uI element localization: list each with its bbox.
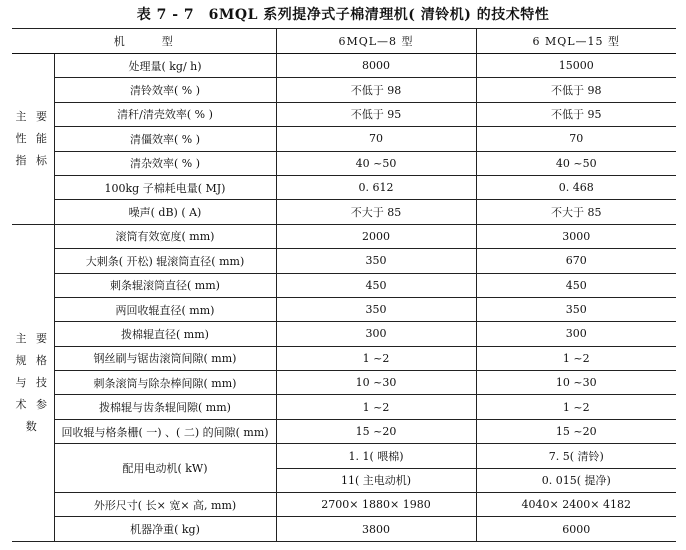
row-value-15: 40 ~50	[476, 151, 676, 175]
row-value-8: 11( 主电动机)	[276, 468, 476, 492]
row-name: 清僵效率( % )	[54, 127, 276, 151]
table-row	[12, 371, 676, 395]
row-value-15: 0. 468	[476, 175, 676, 199]
row-value-8: 40 ~50	[276, 151, 476, 175]
row-name: 清秆/清壳效率( % )	[54, 102, 276, 126]
row-value-8: 不低于 98	[276, 78, 476, 102]
row-name: 两回收辊直径( mm)	[54, 297, 276, 321]
table-row	[12, 54, 676, 78]
row-name: 刺条滚筒与除杂棒间隙( mm)	[54, 371, 276, 395]
row-value-8: 70	[276, 127, 476, 151]
row-name: 滚筒有效宽度( mm)	[54, 224, 276, 248]
spec-table	[12, 28, 676, 542]
header-row	[12, 29, 676, 54]
table-row	[12, 346, 676, 370]
row-value-15: 300	[476, 322, 676, 346]
row-value-15: 1 ~2	[476, 346, 676, 370]
row-value-8: 0. 612	[276, 175, 476, 199]
row-value-8: 450	[276, 273, 476, 297]
row-value-8: 350	[276, 249, 476, 273]
row-value-15: 不大于 85	[476, 200, 676, 224]
row-name: 清杂效率( % )	[54, 151, 276, 175]
row-value-15: 1 ~2	[476, 395, 676, 419]
row-name: 刺条辊滚筒直径( mm)	[54, 273, 276, 297]
row-value-8: 15 ~20	[276, 419, 476, 443]
table-row	[12, 102, 676, 126]
row-value-15: 15 ~20	[476, 419, 676, 443]
row-value-8: 8000	[276, 54, 476, 78]
row-name: 钢丝刷与锯齿滚筒间隙( mm)	[54, 346, 276, 370]
row-value-8: 不低于 95	[276, 102, 476, 126]
table-row	[12, 297, 676, 321]
table-row	[12, 419, 676, 443]
row-value-8: 1 ~2	[276, 346, 476, 370]
group-label-specifications: 主 要 规 格 与 技 术 参 数	[12, 224, 54, 541]
row-value-8: 2000	[276, 224, 476, 248]
row-value-15: 不低于 95	[476, 102, 676, 126]
row-name: 噪声( dB) ( A)	[54, 200, 276, 224]
header-model-15: 6 MQL—15 型	[476, 29, 676, 54]
table-row	[12, 444, 676, 468]
table-row	[12, 151, 676, 175]
table-title: 表 7 - 7 6MQL 系列提净式子棉清理机( 清铃机) 的技术特性	[136, 7, 550, 23]
row-value-8: 1 ~2	[276, 395, 476, 419]
row-value-8: 300	[276, 322, 476, 346]
row-value-8: 350	[276, 297, 476, 321]
row-value-15: 0. 015( 提净)	[476, 468, 676, 492]
row-value-15: 不低于 98	[476, 78, 676, 102]
row-name: 清铃效率( % )	[54, 78, 276, 102]
row-value-15: 6000	[476, 517, 676, 541]
row-value-15: 450	[476, 273, 676, 297]
row-name: 100kg 子棉耗电量( MJ)	[54, 175, 276, 199]
row-value-15: 10 ~30	[476, 371, 676, 395]
row-name: 回收辊与格条栅( 一) 、( 二) 的间隙( mm)	[54, 419, 276, 443]
row-value-8: 10 ~30	[276, 371, 476, 395]
table-row	[12, 175, 676, 199]
table-row	[12, 200, 676, 224]
row-name: 大刺条( 开松) 辊滚筒直径( mm)	[54, 249, 276, 273]
table-row	[12, 224, 676, 248]
table-row	[12, 493, 676, 517]
table-row	[12, 322, 676, 346]
row-value-8: 1. 1( 喂棉)	[276, 444, 476, 468]
row-value-15: 70	[476, 127, 676, 151]
row-value-15: 350	[476, 297, 676, 321]
row-value-15: 7. 5( 清铃)	[476, 444, 676, 468]
row-value-15: 4040× 2400× 4182	[476, 493, 676, 517]
row-name: 机器净重( kg)	[54, 517, 276, 541]
row-value-8: 2700× 1880× 1980	[276, 493, 476, 517]
row-value-8: 3800	[276, 517, 476, 541]
table-row	[12, 395, 676, 419]
row-name: 拨棉辊直径( mm)	[54, 322, 276, 346]
row-value-15: 15000	[476, 54, 676, 78]
row-value-15: 3000	[476, 224, 676, 248]
header-model-8: 6MQL—8 型	[276, 29, 476, 54]
header-machine-type: 机 型	[12, 29, 276, 54]
group-label-performance: 主 要 性 能 指 标	[12, 54, 54, 225]
table-row	[12, 127, 676, 151]
row-value-15: 670	[476, 249, 676, 273]
table-row	[12, 249, 676, 273]
table-row	[12, 273, 676, 297]
row-value-8: 不大于 85	[276, 200, 476, 224]
row-name: 外形尺寸( 长× 宽× 高, mm)	[54, 493, 276, 517]
row-name: 配用电动机( kW)	[54, 444, 276, 493]
row-name: 拨棉辊与齿条辊间隙( mm)	[54, 395, 276, 419]
table-row	[12, 517, 676, 541]
table-row	[12, 78, 676, 102]
row-name: 处理量( kg/ h)	[54, 54, 276, 78]
